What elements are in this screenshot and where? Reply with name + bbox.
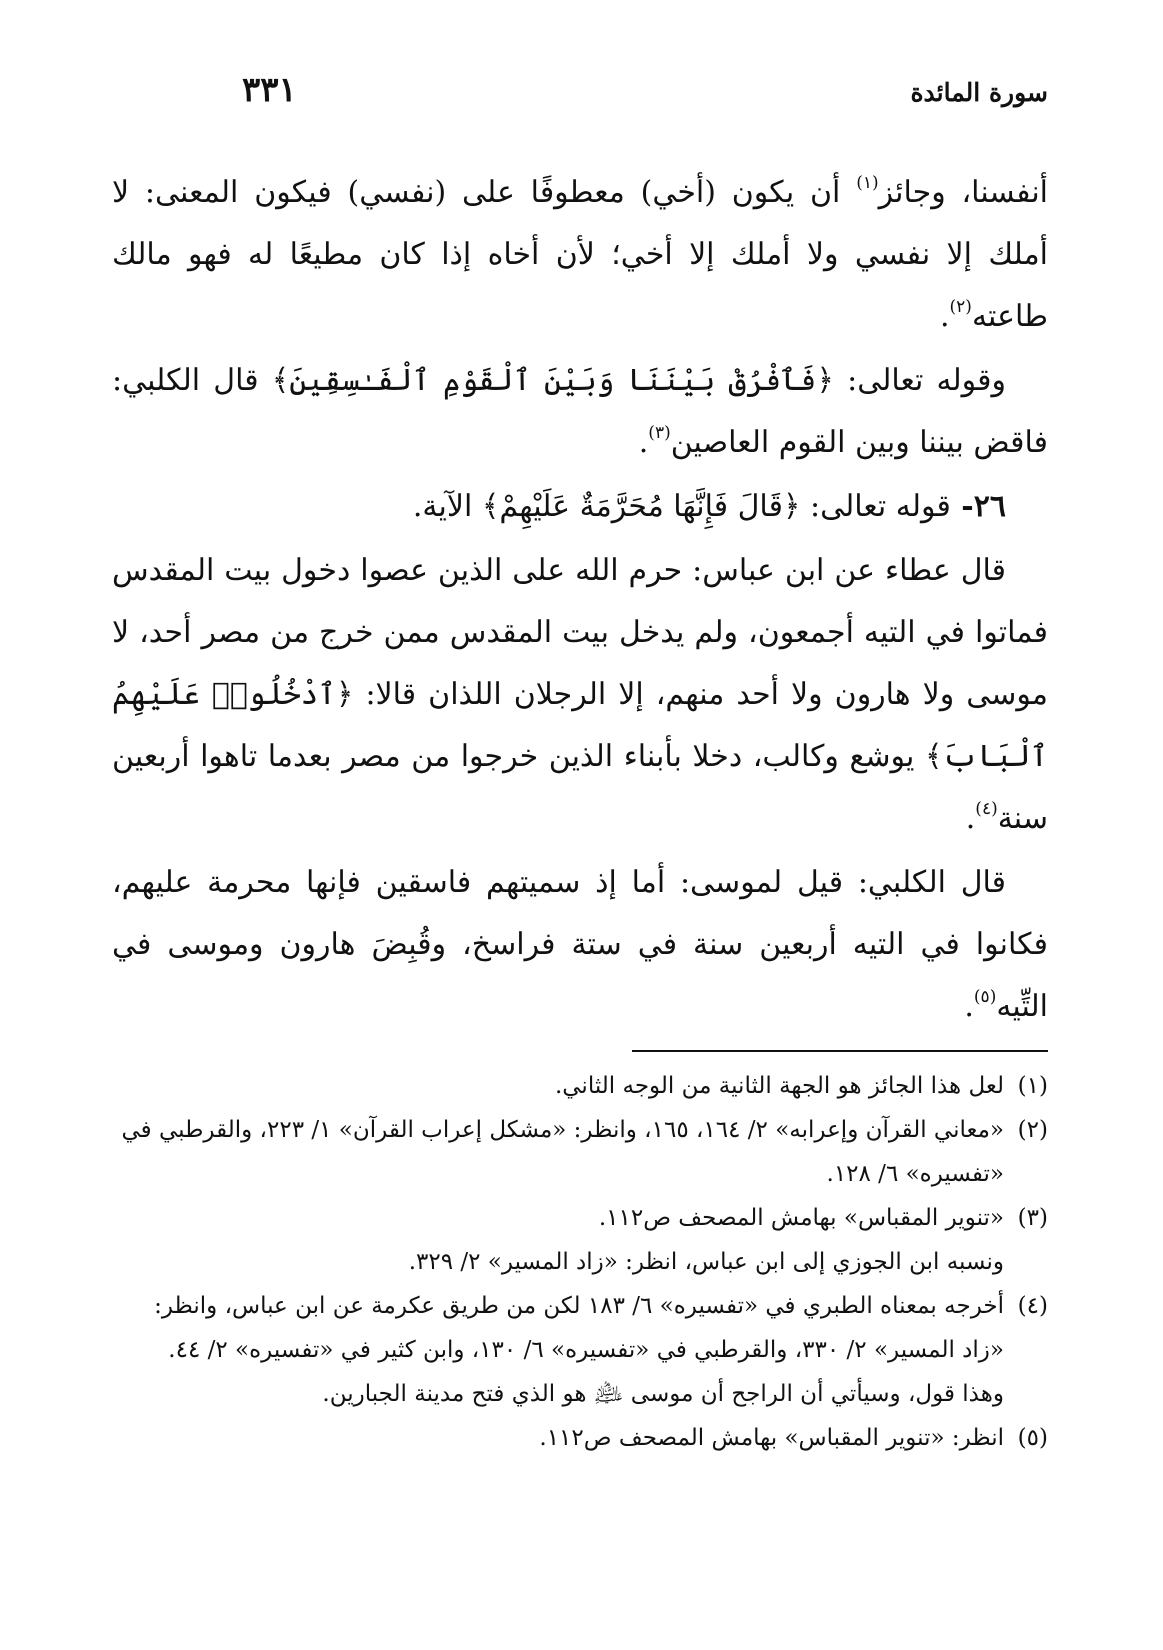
quran-verse-2: ﴿قَالَ فَإِنَّهَا مُحَرَّمَةٌ عَلَيْهِمْ﴾ (481, 489, 801, 524)
footnote-ref-4: (٤) (975, 799, 998, 819)
footnote-text: انظر: «تنوير المقباس» بهامش المصحف ص١١٢. (539, 1425, 1004, 1451)
p4-text-b: يوشع وكالب، دخلا بأبناء الذين خرجوا من مصر بعدما تاهوا أربعين سنة (112, 739, 1048, 836)
footnote-number: (٤) (1017, 1293, 1048, 1319)
footnote-number: (٣) (1017, 1205, 1048, 1231)
page-number: ٣٣١ (242, 70, 297, 110)
book-page (112, 70, 1048, 1460)
footnote-number: (٢) (1017, 1117, 1048, 1143)
footnote-ref-5: (٥) (973, 987, 997, 1007)
quran-verse-3: ﴿ٱدْخُلُوا۟ عَلَيْهِمُ ٱلْبَابَ﴾ (112, 677, 1048, 774)
p2-text-c: . (638, 425, 649, 460)
footnote-2 (112, 1108, 1048, 1196)
verse-number: ٢٦- (950, 489, 1006, 524)
p1-text-b: أن يكون (أخي) معطوفًا على (نفسي) فيكون المعنى: لا أملك إلا نفسي ولا أملك إلا أخي؛ لأن أخاه إذا كان مطيعًا له فهو مالك طاعته (112, 175, 1048, 334)
page-header (112, 70, 1048, 114)
verse-heading-26 (112, 476, 1048, 538)
p2-text-a: وقوله تعالى: (833, 363, 1006, 398)
surah-title: سورة المائدة (910, 78, 1048, 107)
footnote-divider (632, 1050, 1048, 1052)
footnote-4 (112, 1284, 1048, 1372)
p1-text-c: . (939, 299, 950, 334)
footnote-ref-3: (٣) (648, 423, 671, 443)
p4-text-c: . (965, 801, 976, 836)
footnote-text: أخرجه بمعناه الطبري في «تفسيره» ٦/ ١٨٣ لكن من طريق عكرمة عن ابن عباس، وانظر: «زاد المسير» ٢/ ٣٣٠، والقرطبي في «تفسيره» ٦/ ١٣٠، وابن كثير في «تفسيره» ٢/ ٤٤. (154, 1293, 1004, 1363)
p2-text-b: قال الكلبي: فاقض بيننا وبين القوم العاصين (112, 363, 1048, 460)
footnotes (112, 1064, 1048, 1460)
quran-verse-1: ﴿فَٱفْرُقْ بَيْنَنَا وَبَيْنَ ٱلْقَوْمِ ٱلْفَـٰسِقِينَ﴾ (271, 363, 834, 398)
footnote-text: لعل هذا الجائز هو الجهة الثانية من الوجه الثاني. (554, 1073, 1004, 1099)
p5-text-a: قال الكلبي: قيل لموسى: أما إذ سميتهم فاسقين فإنها محرمة عليهم، فكانوا في التيه أربعين سنة في ستة فراسخ، وقُبِضَ هارون وموسى في التِّيه (112, 865, 1048, 1024)
footnote-number: (٥) (1017, 1425, 1048, 1451)
p3-text-a: قوله تعالى: (800, 489, 951, 524)
footnote-4-extra: وهذا قول، وسيأتي أن الراجح أن موسى ﵇ هو الذي فتح مدينة الجبارين. (322, 1381, 1004, 1407)
p1-text-a: أنفسنا، وجائز (878, 175, 1048, 210)
footnote-5 (112, 1416, 1048, 1460)
footnote-3-extra: ونسبه ابن الجوزي إلى ابن عباس، انظر: «زاد المسير» ٢/ ٣٢٩. (408, 1249, 1004, 1275)
p3-text-b: الآية. (412, 489, 482, 524)
footnote-3 (112, 1196, 1048, 1240)
footnote-number: (١) (1017, 1073, 1048, 1099)
paragraph-2 (112, 350, 1048, 474)
main-text (112, 162, 1048, 1038)
footnote-text: «تنوير المقباس» بهامش المصحف ص١١٢. (598, 1205, 1004, 1231)
footnote-ref-2: (٢) (949, 297, 972, 317)
footnote-ref-1: (١) (856, 173, 879, 193)
paragraph-1 (112, 162, 1048, 348)
paragraph-5 (112, 852, 1048, 1038)
p5-text-c: . (964, 989, 974, 1024)
p4-text-a: قال عطاء عن ابن عباس: حرم الله على الذين عصوا دخول بيت المقدس فماتوا في التيه أجمعون، ولم يدخل بيت المقدس ممن خرج من مصر أحد، لا موسى ولا هارون ولا أحد منهم، إلا الرجلان اللذان قالا: (112, 553, 1049, 712)
footnote-1 (112, 1064, 1048, 1108)
paragraph-4 (112, 540, 1048, 850)
footnote-text: «معاني القرآن وإعرابه» ٢/ ١٦٤، ١٦٥، وانظر: «مشكل إعراب القرآن» ١/ ٢٢٣، والقرطبي في «تفسيره» ٦/ ١٢٨. (121, 1117, 1004, 1187)
